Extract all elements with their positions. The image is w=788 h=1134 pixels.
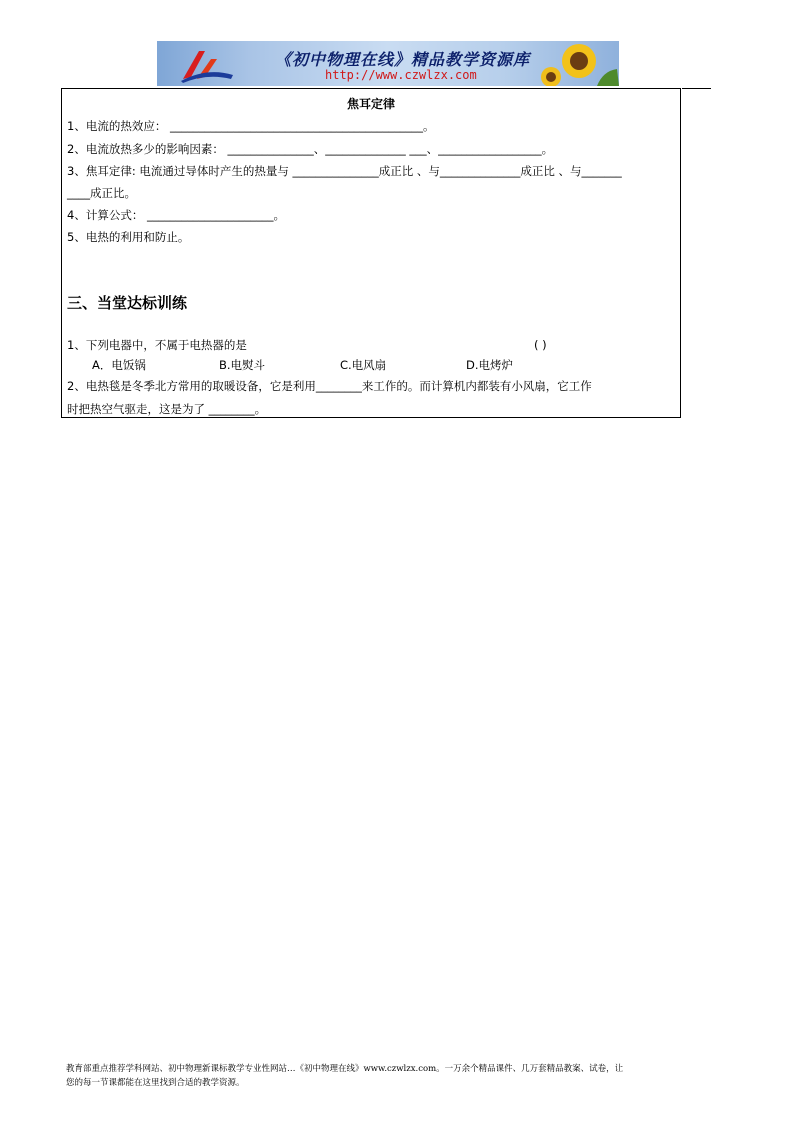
item-3: 3、焦耳定律: 电流通过导体时产生的热量与 _______________成正比 、与______________成正比 、与_______: [67, 164, 622, 178]
question-2-line-1: 2、电热毯是冬季北方常用的取暖设备，它是利用________来工作的。而计算机内都装有小风扇，它工作: [67, 379, 592, 393]
item-4: 4、计算公式： ______________________。: [67, 208, 285, 222]
question-1: 1、下列电器中，不属于电热器的是: [67, 338, 247, 352]
question-2-line-2: 时把热空气驱走，这是为了 ________。: [67, 402, 267, 416]
practice-heading: 三、当堂达标训练: [67, 294, 188, 312]
item-1: 1、电流的热效应： ____________________________________________。: [67, 119, 435, 133]
header-rule: [682, 88, 711, 89]
banner-title: 《初中物理在线》精品教学资源库: [275, 50, 531, 69]
item-3-continued: ____成正比。: [67, 186, 136, 200]
option-d: D.电烤炉: [466, 358, 514, 372]
item-5: 5、电热的利用和防止。: [67, 230, 190, 244]
footer-line-2: 您的每一节课都能在这里找到合适的教学资源。: [66, 1078, 245, 1088]
site-logo-icon: [177, 45, 237, 83]
section-title: 焦耳定律: [346, 97, 395, 111]
option-c: C.电风扇: [340, 358, 387, 372]
option-b: B.电熨斗: [219, 358, 266, 372]
option-a: A．电饭锅: [92, 358, 146, 372]
question-1-answer-paren: ( ): [534, 338, 547, 352]
item-2: 2、电流放热多少的影响因素： _______________、______________ ___、__________________。: [67, 142, 554, 156]
worksheet-box: [61, 88, 681, 418]
banner-url[interactable]: http://www.czwlzx.com: [325, 68, 477, 82]
sunflower-icon: [537, 41, 619, 86]
footer-line-1: 教育部重点推荐学科网站、初中物理新课标教学专业性网站…《初中物理在线》www.czwlzx.com。一万余个精品课件、几万套精品教案、试卷，让: [66, 1064, 624, 1074]
header-banner: [157, 41, 619, 86]
